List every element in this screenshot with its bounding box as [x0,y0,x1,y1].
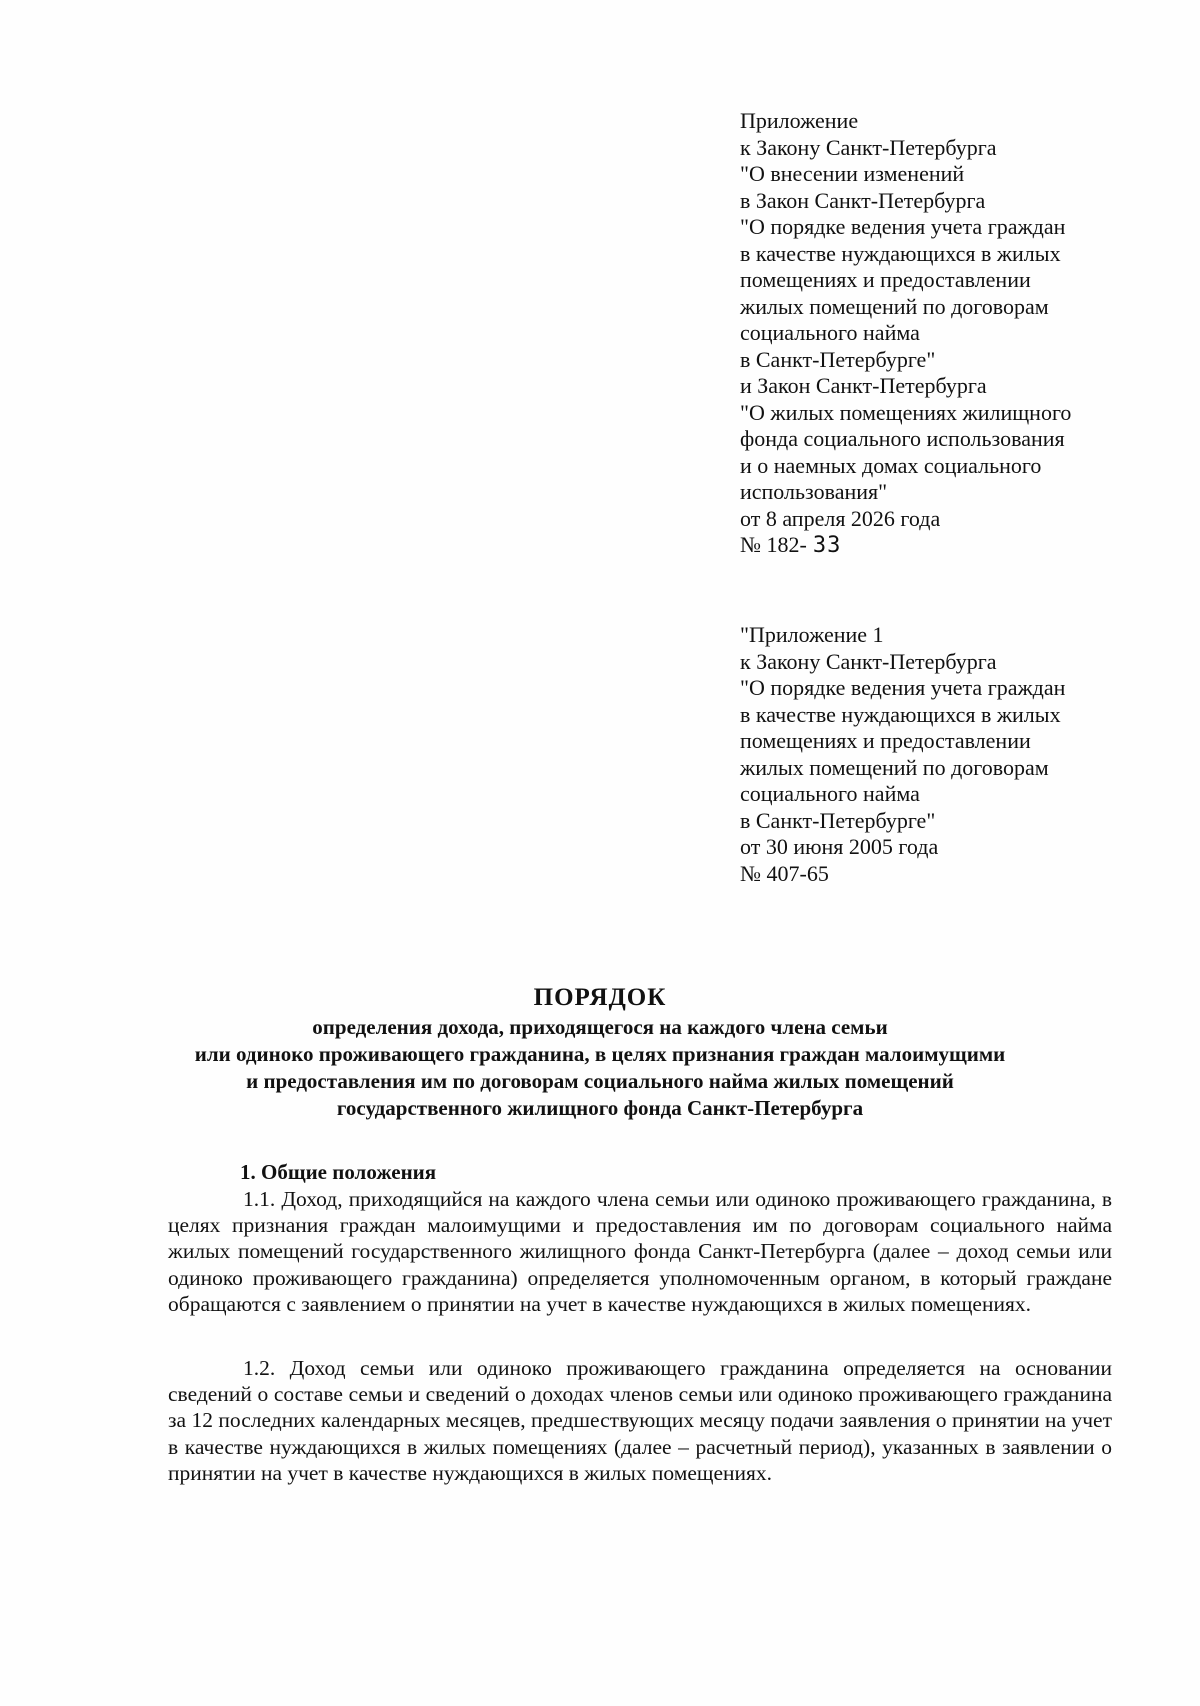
section-heading: 1. Общие положения [240,1160,437,1184]
annex-line: в Санкт-Петербурге" [740,807,936,833]
title-subline: и предоставления им по договорам социального найма жилых помещений [246,1069,954,1093]
annex-line: и Закон Санкт-Петербурга [740,373,987,398]
annex-line: в Закон Санкт-Петербурга [740,187,986,213]
paragraph-1-2 [168,1355,1112,1486]
annex-line: социального найма [740,320,920,345]
annex-header-amendment [740,108,1071,560]
paragraph-text: 1.1. Доход, приходящийся на каждого члена семьи или одиноко проживающего гражданина, в целях признания граждан малоимущими и предоставления им по договорам социального найма жилых помещений государственного жилищного фонда Санкт-Петербурга (далее – доход семьи или одиноко проживающего гражданина) определяется уполномоченным органом, в который граждане обращаются с заявлением о принятии на учет в качестве нуждающихся в жилых помещениях. [168,1187,1112,1316]
annex-line: и о наемных домах социального [740,452,1042,478]
annex-line: жилых помещений по договорам [740,293,1049,319]
law-number-prefix: № 182- [740,532,807,557]
title-subline: государственного жилищного фонда Санкт-Петербурга [336,1096,864,1120]
title-main: ПОРЯДОК [533,984,667,1011]
annex-line: помещениях и предоставлении [740,728,1031,753]
annex-line: "О внесении изменений [740,161,965,186]
annex-line: от 30 июня 2005 года [740,834,939,859]
handwritten-number: 33 [812,533,842,558]
annex-line: "Приложение 1 [740,622,884,647]
annex-line: к Закону Санкт-Петербурга [740,134,997,160]
annex-line: Приложение [740,108,859,133]
law-number [740,532,1071,560]
annex-line: в качестве нуждающихся в жилых [740,701,1061,727]
paragraph-1-1 [168,1186,1112,1317]
paragraph-text: 1.2. Доход семьи или одиноко проживающего гражданина определяется на основании сведений о составе семьи и сведений о доходах членов семьи или одиноко проживающего гражданина за 12 последних календарных месяцев, предшествующих месяцу подачи заявления о принятии на учет в качестве нуждающихся в жилых помещениях (далее – расчетный период), указанных в заявлении о принятии на учет в качестве нуждающихся в жилых помещениях. [168,1356,1112,1485]
annex-header-original-law [740,622,1065,887]
annex-line: помещениях и предоставлении [740,267,1031,292]
title-subline: или одиноко проживающего гражданина, в целях признания граждан малоимущими [194,1042,1006,1066]
annex-line: "О порядке ведения учета граждан [740,675,1066,700]
title-subline: определения дохода, приходящегося на каждого члена семьи [312,1015,888,1039]
annex-line: использования" [740,479,888,504]
annex-line: фонда социального использования [740,426,1065,451]
annex-line: "О порядке ведения учета граждан [740,214,1066,239]
annex-line: в Санкт-Петербурге" [740,346,936,372]
annex-line: жилых помещений по договорам [740,754,1049,780]
annex-line: к Закону Санкт-Петербурга [740,648,997,674]
document-title [100,982,1100,1122]
annex-line: от 8 апреля 2026 года [740,505,941,531]
annex-line: "О жилых помещениях жилищного [740,399,1072,425]
annex-line: социального найма [740,781,920,806]
annex-line: в качестве нуждающихся в жилых [740,240,1061,266]
annex-line: № 407-65 [740,860,829,886]
